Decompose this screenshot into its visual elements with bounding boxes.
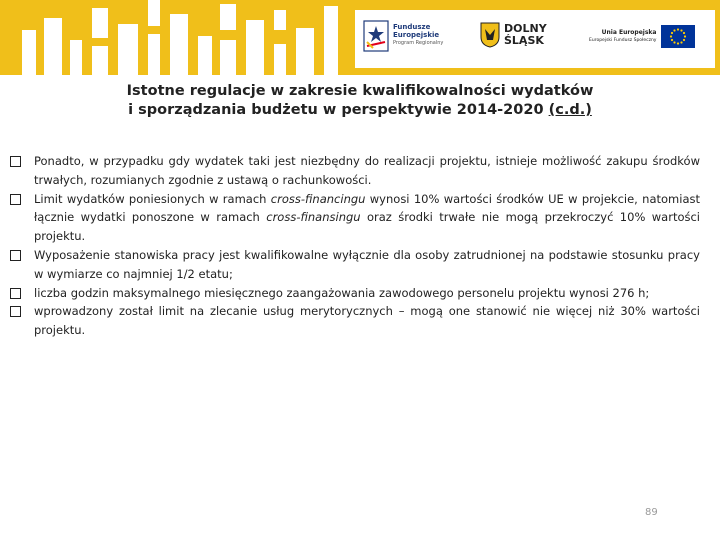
checkbox-bullet-icon [10,288,21,299]
ds-logo-name-2: ŚLĄSK [504,34,544,47]
ds-crest-icon [480,22,500,48]
logo-panel [355,10,715,68]
checkbox-bullet-icon [10,250,21,261]
header-decoration [220,40,236,75]
title-line-2-text: i sporządzania budżetu w perspektywie 2014-2020 [128,102,544,118]
fe-logo-sub: Program Regionalny [393,40,444,47]
bullet-emphasis-1: cross-financingu [270,191,366,206]
fe-logo-name: Fundusze [393,23,431,32]
header-decoration [148,0,160,26]
logo-unia-europejska [589,25,695,48]
header-decoration [44,18,62,75]
title-line-1: Istotne regulacje w zakresie kwalifikowalności wydatków [126,83,594,99]
header-decoration [274,10,286,30]
title-suffix: (c.d.) [548,102,592,118]
header-decoration [246,20,264,75]
bullet-text: wprowadzony został limit na zlecanie usług merytorycznych – mogą one stanowić nie więcej niż 30% wartości projektu. [34,304,700,338]
header-decoration [324,6,338,75]
header-decoration [148,34,160,75]
fe-star-icon [363,20,389,52]
header-decoration [198,36,212,75]
logo-dolny-slask [480,22,547,48]
ue-logo-sub: Europejski Fundusz Społeczny [589,38,657,43]
list-item [8,284,700,303]
bullet-text: Wyposażenie stanowiska pracy jest kwalifikowalne wyłącznie dla osoby zatrudnionej na podstawie stosunku pracy w wymiarze co najmniej 1/2 etatu; [34,247,700,281]
fe-logo-name-2: Europejskie [393,30,440,39]
bullet-text-post: oraz środki trwałe nie mogą przekroczyć 10% wartości projektu. [34,210,700,244]
checkbox-bullet-icon [10,306,21,317]
checkbox-bullet-icon [10,156,21,167]
header-decoration [92,46,108,75]
bullet-text: Ponadto, w przypadku gdy wydatek taki jest niezbędny do realizacji projektu, istnieje możliwość zakupu środków trwałych, rozumianych zgodnie z ustawą o rachunkowości. [34,154,700,187]
header-band [0,0,720,75]
list-item [8,246,700,284]
ds-logo-name: DOLNY [504,22,547,35]
checkbox-bullet-icon [10,194,21,205]
header-decoration [22,30,36,75]
header-decoration [274,44,286,75]
page-number: 89 [645,507,658,518]
bullet-text-mid: wynosi 10% wartości środków UE w projekcie, natomiast łącznie wydatki ponoszone w ramach [34,191,700,225]
header-decoration [92,8,108,38]
slide-title [90,82,630,120]
title-line-2 [90,101,630,120]
header-decoration [70,40,82,75]
header-decoration [220,4,236,30]
bullet-emphasis-2: cross-finansingu [266,210,361,225]
bullet-text: liczba godzin maksymalnego miesięcznego zaangażowania zawodowego personelu projektu wynosi 276 h; [34,285,650,300]
header-decoration [170,14,188,75]
header-decoration [296,28,314,75]
list-item [8,190,700,246]
ue-logo-name: Unia Europejska [601,28,657,36]
header-decoration [118,24,138,75]
logo-fundusze-europejskie [363,20,443,52]
list-item [8,152,700,190]
list-item [8,302,700,340]
bullet-text-pre: Limit wydatków poniesionych w ramach [34,191,271,206]
eu-flag-icon [661,25,695,48]
bullet-list [8,152,700,340]
